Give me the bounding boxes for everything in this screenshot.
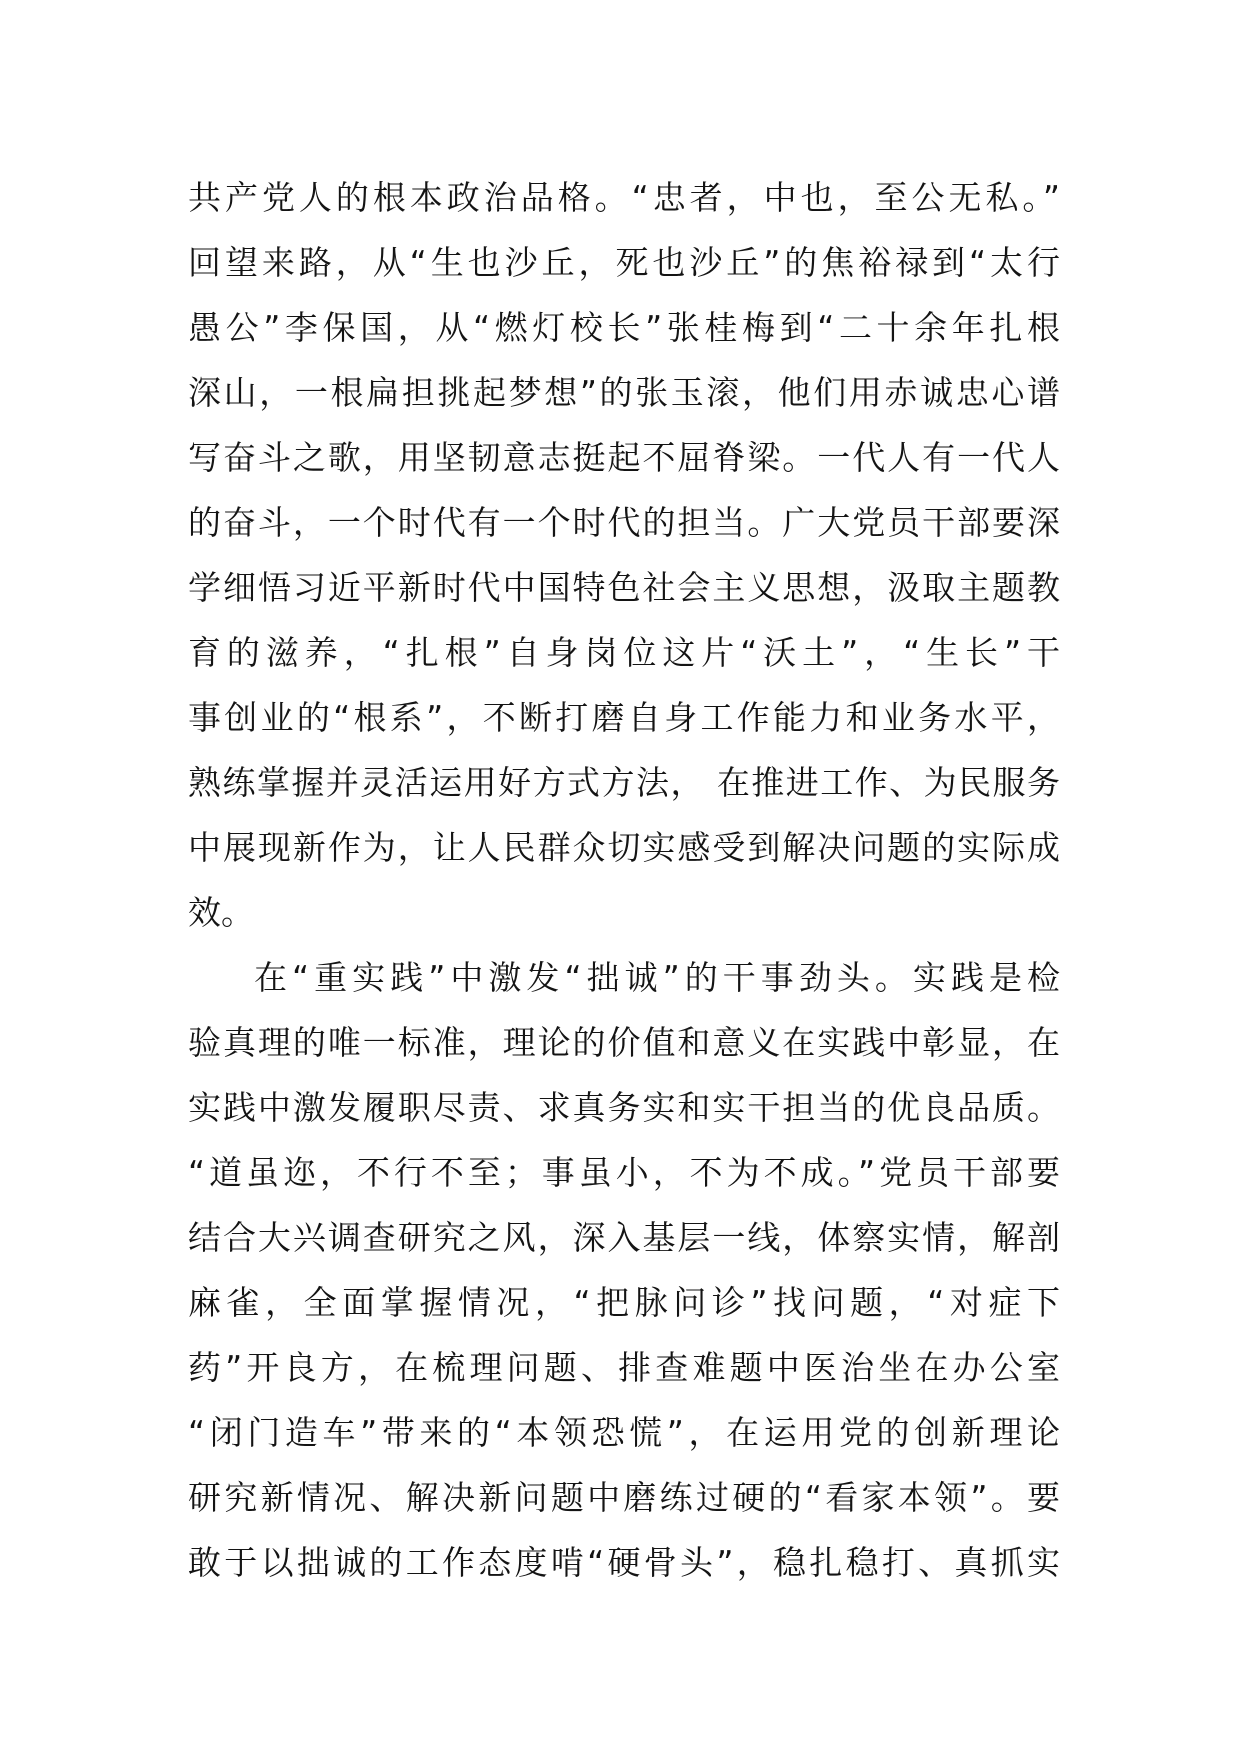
text-line: 在“重实践”中激发“拙诚”的干事劲头。实践是检 [254, 958, 1060, 997]
text-line: 麻雀，全面掌握情况，“把脉问诊”找问题，“对症下 [188, 1283, 1060, 1322]
text-line: 敢于以拙诚的工作态度啃“硬骨头”，稳扎稳打、真抓实 [188, 1543, 1060, 1582]
text-line: 愚公”李保国，从“燃灯校长”张桂梅到“二十余年扎根 [188, 308, 1060, 347]
text-line: 深山，一根扁担挑起梦想”的张玉滚，他们用赤诚忠心谱 [188, 373, 1060, 412]
text-line: 熟练掌握并灵活运用好方式方法， 在推进工作、为民服务 [188, 763, 1060, 802]
text-line: 写奋斗之歌，用坚韧意志挺起不屈脊梁。一代人有一代人 [188, 438, 1060, 477]
text-line: 回望来路，从“生也沙丘，死也沙丘”的焦裕禄到“太行 [188, 243, 1060, 282]
text-line: 中展现新作为，让人民群众切实感受到解决问题的实际成 [188, 828, 1060, 867]
text-line: 药”开良方，在梳理问题、排查难题中医治坐在办公室 [188, 1348, 1060, 1387]
text-line: 共产党人的根本政治品格。“忠者，中也，至公无私。” [188, 178, 1060, 217]
text-line: 育的滋养，“扎根”自身岗位这片“沃土”，“生长”干 [188, 633, 1060, 672]
text-line: 学细悟习近平新时代中国特色社会主义思想，汲取主题教 [188, 568, 1060, 607]
text-line: 验真理的唯一标准，理论的价值和意义在实践中彰显，在 [188, 1023, 1060, 1062]
text-line: 结合大兴调查研究之风，深入基层一线，体察实情，解剖 [188, 1218, 1060, 1257]
text-line: 事创业的“根系”，不断打磨自身工作能力和业务水平， [188, 698, 1060, 737]
text-line: 效。 [188, 893, 254, 932]
text-line: “闭门造车”带来的“本领恐慌”，在运用党的创新理论 [188, 1413, 1060, 1452]
text-line: 实践中激发履职尽责、求真务实和实干担当的优良品质。 [188, 1088, 1060, 1127]
body-text [188, 165, 1060, 1595]
text-line: “道虽迩，不行不至；事虽小，不为不成。”党员干部要 [188, 1153, 1060, 1192]
text-line: 研究新情况、解决新问题中磨练过硬的“看家本领”。要 [188, 1478, 1060, 1517]
text-line: 的奋斗，一个时代有一个时代的担当。广大党员干部要深 [188, 503, 1060, 542]
